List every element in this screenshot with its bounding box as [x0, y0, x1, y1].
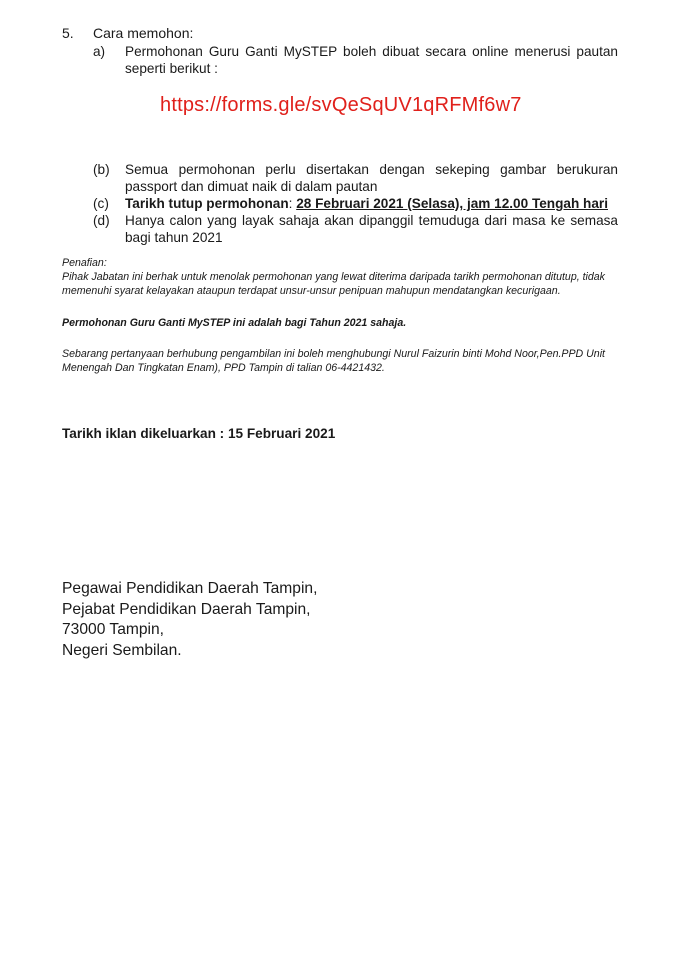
contact-info: Sebarang pertanyaan berhubung pengambilan ini boleh menghubungi Nurul Faizurin binti Mohd Noor,Pen.PPD Unit Menengah Dan Tingkatan Enam), PPD Tampin di talian 06-4421432. [62, 348, 605, 374]
item-b-text: Semua permohonan perlu disertakan dengan sekeping gambar berukuran passport dan dimuat naik di dalam pautan [125, 162, 618, 194]
section-number: 5. [62, 25, 74, 41]
item-d-text: Hanya calon yang layak sahaja akan dipanggil temuduga dari masa ke semasa bagi tahun 2021 [125, 213, 618, 245]
signature-line-2: Pejabat Pendidikan Daerah Tampin, [62, 600, 311, 618]
disclaimer-title: Penafian: [62, 257, 107, 269]
signature-block [62, 579, 317, 661]
item-c-marker: (c) [93, 196, 109, 211]
item-a-text: Permohonan Guru Ganti MySTEP boleh dibuat secara online menerusi pautan seperti berikut : [125, 44, 618, 76]
item-d-marker: (d) [93, 213, 110, 228]
section-title: Cara memohon: [93, 25, 194, 41]
item-a-marker: a) [93, 44, 106, 59]
application-form-link[interactable]: https://forms.gle/svQeSqUV1qRFMf6w7 [160, 94, 522, 116]
closing-date-label: Tarikh tutup permohonan [125, 196, 289, 211]
issue-date: Tarikh iklan dikeluarkan : 15 Februari 2021 [62, 426, 336, 441]
closing-date-value: 28 Februari 2021 (Selasa), jam 12.00 Tengah hari [296, 196, 608, 211]
item-b-marker: (b) [93, 162, 110, 177]
signature-line-1: Pegawai Pendidikan Daerah Tampin, [62, 580, 318, 597]
signature-line-3: 73000 Tampin, [62, 621, 165, 638]
year-note: Permohonan Guru Ganti MySTEP ini adalah bagi Tahun 2021 sahaja. [62, 317, 407, 329]
item-c-text [125, 195, 618, 212]
disclaimer-text: Pihak Jabatan ini berhak untuk menolak permohonan yang lewat diterima daripada tarikh permohonan ditutup, tidak memenuhi syarat kelayakan ataupun terdapat unsur-unsur penipuan mahupun mendatangkan kecurigaan. [62, 271, 605, 297]
closing-date-colon: : [288, 196, 297, 211]
signature-line-4: Negeri Sembilan. [62, 641, 182, 659]
